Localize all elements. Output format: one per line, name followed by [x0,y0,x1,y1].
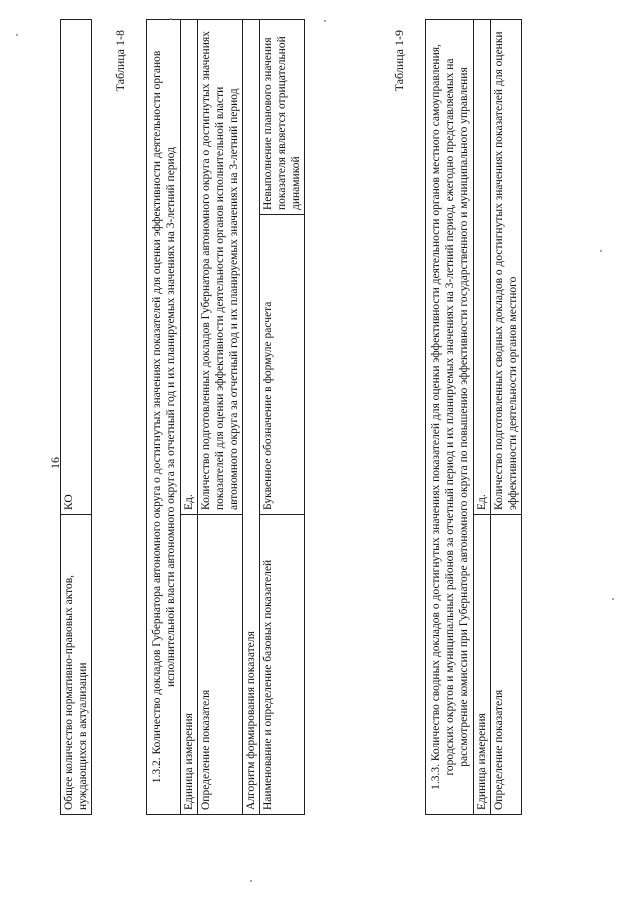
table-1-9-caption: Таблица 1-9 [392,30,406,92]
row-value: Ед. [181,19,198,514]
scan-speck [324,20,326,22]
scan-speck [250,880,252,882]
table-row [243,19,260,814]
scan-speck [600,250,602,252]
table-1-8 [146,19,305,815]
row-label: Наименование и определение базовых показателей [260,515,305,815]
row-value: Количество подготовленных докладов Губернатора автономного округа о достигнутых значениях показателей для оценки эффективности деятельности органов исполнительной власти автономного округа за отчетный год и их планируемых значениях на 3-летний период [198,19,243,514]
table-row [198,19,243,814]
table-row [426,19,474,814]
row-label: Единица измерения [474,515,491,815]
scan-speck [16,34,18,36]
scan-speck [612,598,614,600]
table-1-8-caption: Таблица 1-8 [113,30,127,92]
table-heading: 1.3.2. Количество докладов Губернатора автономного округа о достигнутых значениях показателей для оценки эффективности деятельности органов исполнительной власти автономного округа за отчетный год и их планируемых значениях на 3-летний период [147,19,181,814]
row-label: Определение показателя [198,515,243,815]
table-row [61,20,92,815]
row-value: Буквенное обозначение в формуле расчета [260,215,305,515]
row-value: Количество подготовленных сводных докладов о достигнутых значениях показателей для оценки эффективности деятельности органов местного [491,19,522,514]
table-1-9 [425,19,522,815]
scan-speck [170,18,172,20]
row-label: Алгоритм формирования показателя [243,19,260,814]
page-number: 16 [48,457,62,469]
row-value: КО [61,20,92,515]
row-label: Единица измерения [181,515,198,815]
table-top [60,19,92,815]
table-row [474,19,491,814]
row-value: Невыполнение планового значения показателя является отрицательной динамикой [260,19,305,214]
table-row [491,19,522,814]
row-value: Ед. [474,19,491,514]
table-row [147,19,181,814]
table-heading: 1.3.3. Количество сводных докладов о достигнутых значениях показателей для оценки эффективности деятельности органов местного самоуправления, городских округов и муниципальных районов за отчетный период и их планируемых значениях на 3-летний период, ежегодно представляемых на рассмотрение комиссии при Губернаторе автономного округа по повышению эффективности государственного и муниципального управления [426,19,474,814]
table-row [260,19,305,814]
table-row [181,19,198,814]
row-label: Определение показателя [491,515,522,815]
row-label: Общее количество нормативно-правовых актов, нуждающихся в актуализации [61,515,92,815]
